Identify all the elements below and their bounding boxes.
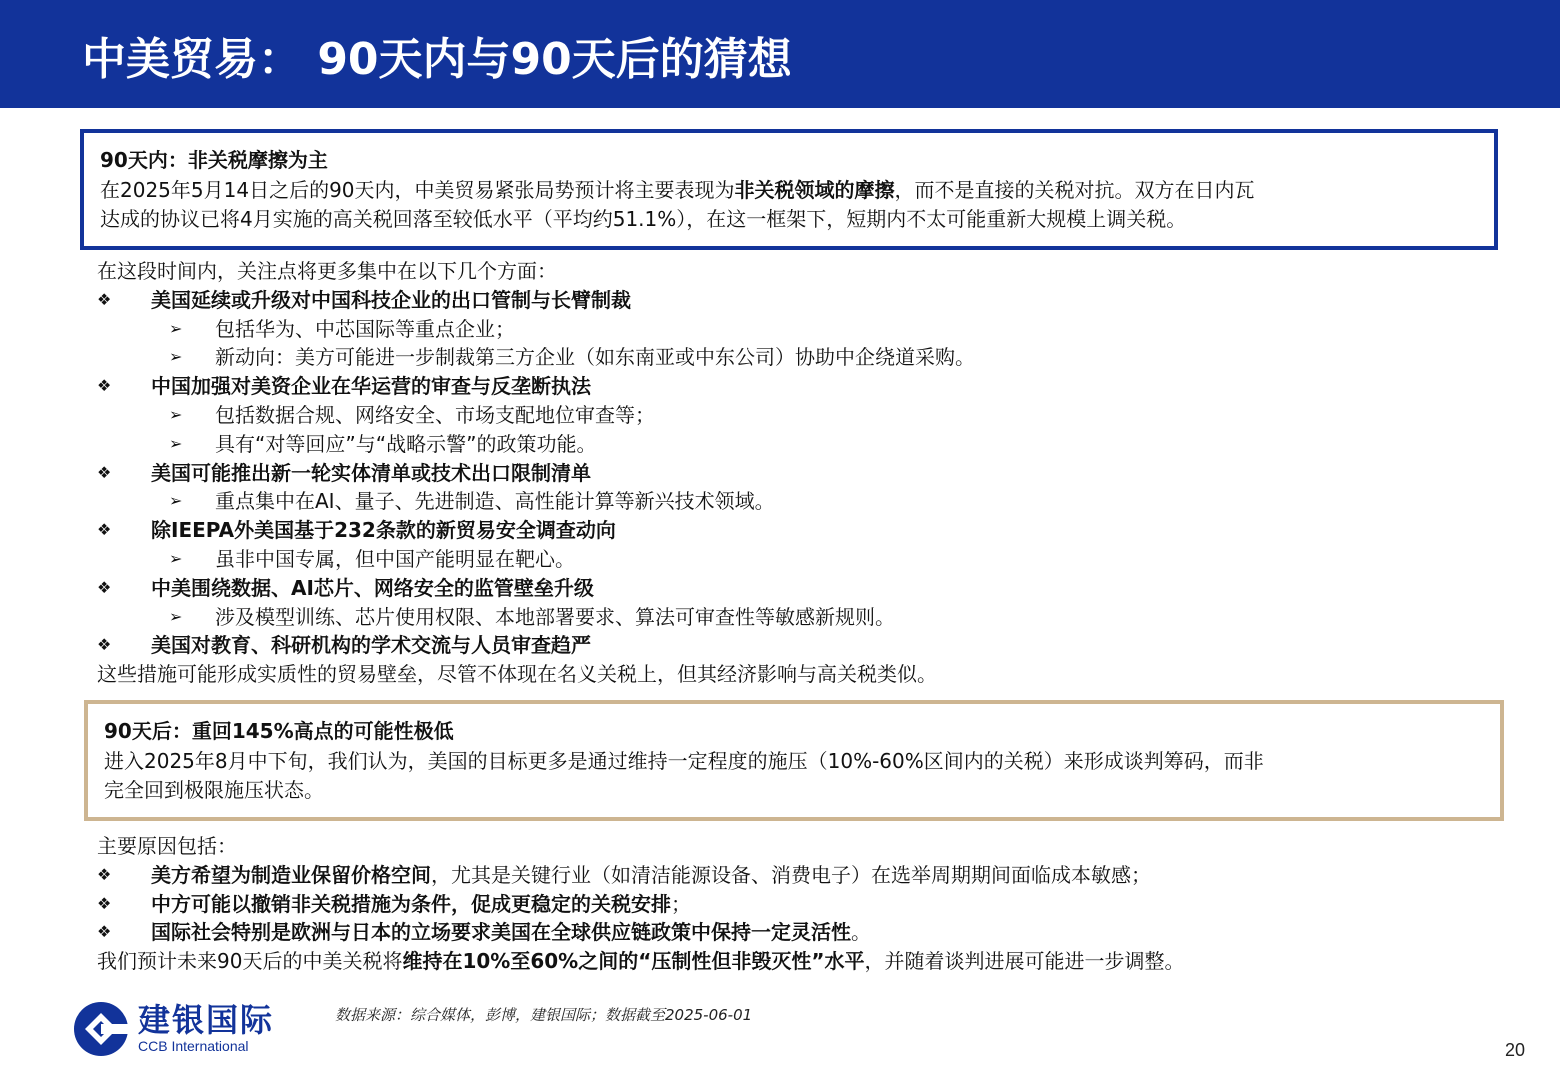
sub-item-text: 重点集中在AI、量子、先进制造、高性能计算等新兴技术领域。 [215,489,775,514]
list-item [97,516,975,545]
diamond-bullet-icon: ❖ [97,289,112,309]
list-item-text: 中国加强对美资企业在华运营的审查与反垄断执法 [151,374,591,399]
page-number: 20 [1505,1040,1526,1060]
list-item-text: 除IEEPA外美国基于232条款的新贸易安全调查动向 [151,518,616,543]
list-item-text: 美国延续或升级对中国科技企业的出口管制与长臂制裁 [151,287,631,312]
text-run: ； [671,891,691,916]
main-reasons-section [97,832,1184,976]
list-item [97,631,975,660]
emphasis-text: 非关税领域的摩擦 [734,178,895,202]
arrow-bullet-icon: ➢ [169,491,183,511]
sub-list-item [97,603,975,632]
diamond-bullet-icon: ❖ [97,893,112,913]
box-title-within: 90天内：非关税摩擦为主 [100,148,328,172]
diamond-bullet-icon: ❖ [97,462,112,482]
ccb-international-logo [72,1000,352,1060]
text-run: 在2025年5月14日之后的90天内，中美贸易紧张局势预计将主要表现为 [100,178,735,202]
arrow-bullet-icon: ➢ [169,433,183,453]
emphasis-text: 美方希望为制造业保留价格空间 [151,862,431,887]
list-item [97,574,975,603]
text-run: 。 [851,920,871,945]
text-run: 我们预计未来90天后的中美关税将 [97,949,403,974]
list-item [97,890,1184,919]
box-text-line: 完全回到极限施压状态。 [104,777,324,802]
arrow-bullet-icon: ➢ [169,606,183,626]
diamond-bullet-icon: ❖ [97,922,112,942]
list-item [97,459,975,488]
section-intro: 主要原因包括： [97,834,237,858]
arrow-bullet-icon: ➢ [169,404,183,424]
sub-list-item [97,545,975,574]
list-item [97,286,975,315]
sub-list-item [97,315,975,344]
logo-text-english: CCB International [138,1038,249,1054]
arrow-bullet-icon: ➢ [169,318,183,338]
focus-areas-section [97,257,975,689]
box-text-line [100,175,1480,204]
diamond-bullet-icon: ❖ [97,577,112,597]
text-run: ，而不是直接的关税对抗。双方在日内瓦 [894,178,1255,202]
page-title: 中美贸易： 90天内与90天后的猜想 [82,34,792,85]
box-text-line: 进入2025年8月中下旬，我们认为，美国的目标更多是通过维持一定程度的施压（10%-60%区间内的关税）来形成谈判筹码，而非 [104,749,1264,773]
emphasis-text: 国际社会特别是欧洲与日本的立场要求美国在全球供应链政策中保持一定灵活性 [151,920,851,945]
list-item [97,918,1184,947]
sub-item-text: 新动向：美方可能进一步制裁第三方企业（如东南亚或中东公司）协助中企绕道采购。 [215,345,975,370]
list-item-text: 美国可能推出新一轮实体清单或技术出口限制清单 [151,460,591,485]
list-item-text: 中美围绕数据、AI芯片、网络安全的监管壁垒升级 [151,575,594,600]
sub-list-item [97,343,975,372]
sub-item-text: 包括数据合规、网络安全、市场支配地位审查等； [215,402,655,427]
arrow-bullet-icon: ➢ [169,548,183,568]
box-title-after: 90天后：重回145%高点的可能性极低 [104,719,454,743]
section-intro: 在这段时间内，关注点将更多集中在以下几个方面： [97,259,557,283]
list-item [97,861,1184,890]
list-item [97,372,975,401]
within-90-days-box [80,129,1498,250]
sub-item-text: 具有“对等回应”与“战略示警”的政策功能。 [215,431,597,456]
data-source-note: 数据来源：综合媒体，彭博，建银国际；数据截至2025-06-01 [335,1006,753,1024]
sub-list-item [97,487,975,516]
sub-item-text: 包括华为、中芯国际等重点企业； [215,316,515,341]
sub-item-text: 涉及模型训练、芯片使用权限、本地部署要求、算法可审查性等敏感新规则。 [215,604,895,629]
sub-item-text: 虽非中国专属，但中国产能明显在靶心。 [215,546,575,571]
diamond-bullet-icon: ❖ [97,864,112,884]
sub-list-item [97,430,975,459]
logo-text-chinese: 建银国际 [138,1001,275,1039]
final-statement [97,947,1184,976]
arrow-bullet-icon: ➢ [169,347,183,367]
text-run: ，并随着谈判进展可能进一步调整。 [864,949,1185,974]
section-conclusion: 这些措施可能形成实质性的贸易壁垒，尽管不体现在名义关税上，但其经济影响与高关税类似。 [97,662,937,687]
diamond-bullet-icon: ❖ [97,635,112,655]
emphasis-text: 中方可能以撤销非关税措施为条件，促成更稳定的关税安排 [151,891,671,916]
ccb-logo-icon [72,1000,130,1058]
list-item-text: 美国对教育、科研机构的学术交流与人员审查趋严 [151,633,591,658]
emphasis-text: 维持在10%至60%之间的“压制性但非毁灭性”水平 [402,949,865,974]
after-90-days-box [84,700,1504,821]
sub-list-item [97,401,975,430]
box-text-line: 达成的协议已将4月实施的高关税回落至较低水平（平均约51.1%），在这一框架下，短期内不太可能重新大规模上调关税。 [100,206,1187,231]
text-run: ，尤其是关键行业（如清洁能源设备、消费电子）在选举周期期间面临成本敏感； [431,862,1151,887]
diamond-bullet-icon: ❖ [97,376,112,396]
diamond-bullet-icon: ❖ [97,520,112,540]
title-bar [0,0,1560,108]
